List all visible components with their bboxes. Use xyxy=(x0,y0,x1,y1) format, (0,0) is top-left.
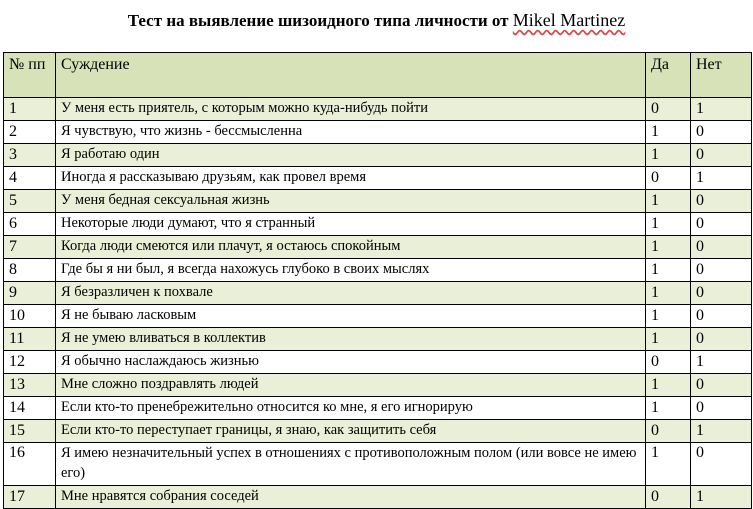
row-no-score: 1 xyxy=(691,420,752,443)
table-row xyxy=(4,420,752,443)
row-statement: Я имею незначительный успех в отношениях с противоположным полом (или вовсе не имею его) xyxy=(56,443,646,486)
row-no-score: 0 xyxy=(691,236,752,259)
row-statement: Я обычно наслаждаюсь жизнью xyxy=(56,351,646,374)
row-yes-score: 1 xyxy=(646,282,691,305)
row-number: 2 xyxy=(4,121,56,144)
row-number: 7 xyxy=(4,236,56,259)
table-row xyxy=(4,259,752,282)
table-row xyxy=(4,305,752,328)
row-yes-score: 1 xyxy=(646,213,691,236)
table-row xyxy=(4,328,752,351)
row-yes-score: 1 xyxy=(646,443,691,486)
test-table xyxy=(3,52,752,509)
row-yes-score: 0 xyxy=(646,420,691,443)
row-yes-score: 1 xyxy=(646,259,691,282)
row-number: 3 xyxy=(4,144,56,167)
row-no-score: 0 xyxy=(691,443,752,486)
row-yes-score: 1 xyxy=(646,121,691,144)
row-statement: Если кто-то переступает границы, я знаю, как защитить себя xyxy=(56,420,646,443)
row-statement: Я не умею вливаться в коллектив xyxy=(56,328,646,351)
row-no-score: 0 xyxy=(691,397,752,420)
header-statement: Суждение xyxy=(56,53,646,98)
row-yes-score: 1 xyxy=(646,144,691,167)
table-row xyxy=(4,236,752,259)
row-statement: Я чувствую, что жизнь - бессмысленна xyxy=(56,121,646,144)
row-number: 15 xyxy=(4,420,56,443)
row-yes-score: 1 xyxy=(646,328,691,351)
table-row xyxy=(4,98,752,121)
row-no-score: 1 xyxy=(691,351,752,374)
row-no-score: 0 xyxy=(691,121,752,144)
table-row xyxy=(4,190,752,213)
row-yes-score: 1 xyxy=(646,397,691,420)
row-statement: Некоторые люди думают, что я странный xyxy=(56,213,646,236)
row-no-score: 0 xyxy=(691,259,752,282)
row-yes-score: 1 xyxy=(646,190,691,213)
row-yes-score: 0 xyxy=(646,486,691,509)
row-statement: Я не бываю ласковым xyxy=(56,305,646,328)
row-number: 5 xyxy=(4,190,56,213)
row-statement: Мне нравятся собрания соседей xyxy=(56,486,646,509)
row-statement: Я работаю один xyxy=(56,144,646,167)
row-number: 17 xyxy=(4,486,56,509)
row-statement: Если кто-то пренебрежительно относится ко мне, я его игнорирую xyxy=(56,397,646,420)
table-row xyxy=(4,282,752,305)
row-number: 4 xyxy=(4,167,56,190)
row-no-score: 1 xyxy=(691,167,752,190)
row-statement: Я безразличен к похвале xyxy=(56,282,646,305)
row-no-score: 0 xyxy=(691,374,752,397)
row-no-score: 0 xyxy=(691,190,752,213)
row-no-score: 0 xyxy=(691,282,752,305)
row-statement: Когда люди смеются или плачут, я остаюсь спокойным xyxy=(56,236,646,259)
title-main: Тест на выявление шизоидного типа личности от xyxy=(127,11,513,30)
row-yes-score: 0 xyxy=(646,167,691,190)
page-title xyxy=(0,9,753,32)
row-yes-score: 1 xyxy=(646,305,691,328)
table-row xyxy=(4,374,752,397)
table-row xyxy=(4,213,752,236)
row-no-score: 0 xyxy=(691,213,752,236)
row-number: 8 xyxy=(4,259,56,282)
header-number: № пп xyxy=(4,53,56,98)
row-statement: Иногда я рассказываю друзьям, как провел время xyxy=(56,167,646,190)
row-number: 9 xyxy=(4,282,56,305)
table-row xyxy=(4,486,752,509)
table-row xyxy=(4,443,752,486)
row-statement: У меня бедная сексуальная жизнь xyxy=(56,190,646,213)
table-row xyxy=(4,144,752,167)
row-yes-score: 1 xyxy=(646,374,691,397)
row-no-score: 1 xyxy=(691,486,752,509)
row-number: 11 xyxy=(4,328,56,351)
row-statement: У меня есть приятель, с которым можно куда-нибудь пойти xyxy=(56,98,646,121)
table-row xyxy=(4,351,752,374)
header-yes: Да xyxy=(646,53,691,98)
row-statement: Мне сложно поздравлять людей xyxy=(56,374,646,397)
row-statement: Где бы я ни был, я всегда нахожусь глубоко в своих мыслях xyxy=(56,259,646,282)
table-row xyxy=(4,397,752,420)
row-number: 12 xyxy=(4,351,56,374)
row-yes-score: 0 xyxy=(646,351,691,374)
row-yes-score: 1 xyxy=(646,236,691,259)
row-number: 10 xyxy=(4,305,56,328)
row-no-score: 0 xyxy=(691,305,752,328)
row-yes-score: 0 xyxy=(646,98,691,121)
row-no-score: 0 xyxy=(691,144,752,167)
row-number: 1 xyxy=(4,98,56,121)
row-no-score: 1 xyxy=(691,98,752,121)
table-header-row xyxy=(4,53,752,98)
table-row xyxy=(4,167,752,190)
table-row xyxy=(4,121,752,144)
title-author: Mikel Martinez xyxy=(512,10,626,30)
row-no-score: 0 xyxy=(691,328,752,351)
row-number: 16 xyxy=(4,443,56,486)
header-no: Нет xyxy=(691,53,752,98)
row-number: 13 xyxy=(4,374,56,397)
row-number: 6 xyxy=(4,213,56,236)
row-number: 14 xyxy=(4,397,56,420)
